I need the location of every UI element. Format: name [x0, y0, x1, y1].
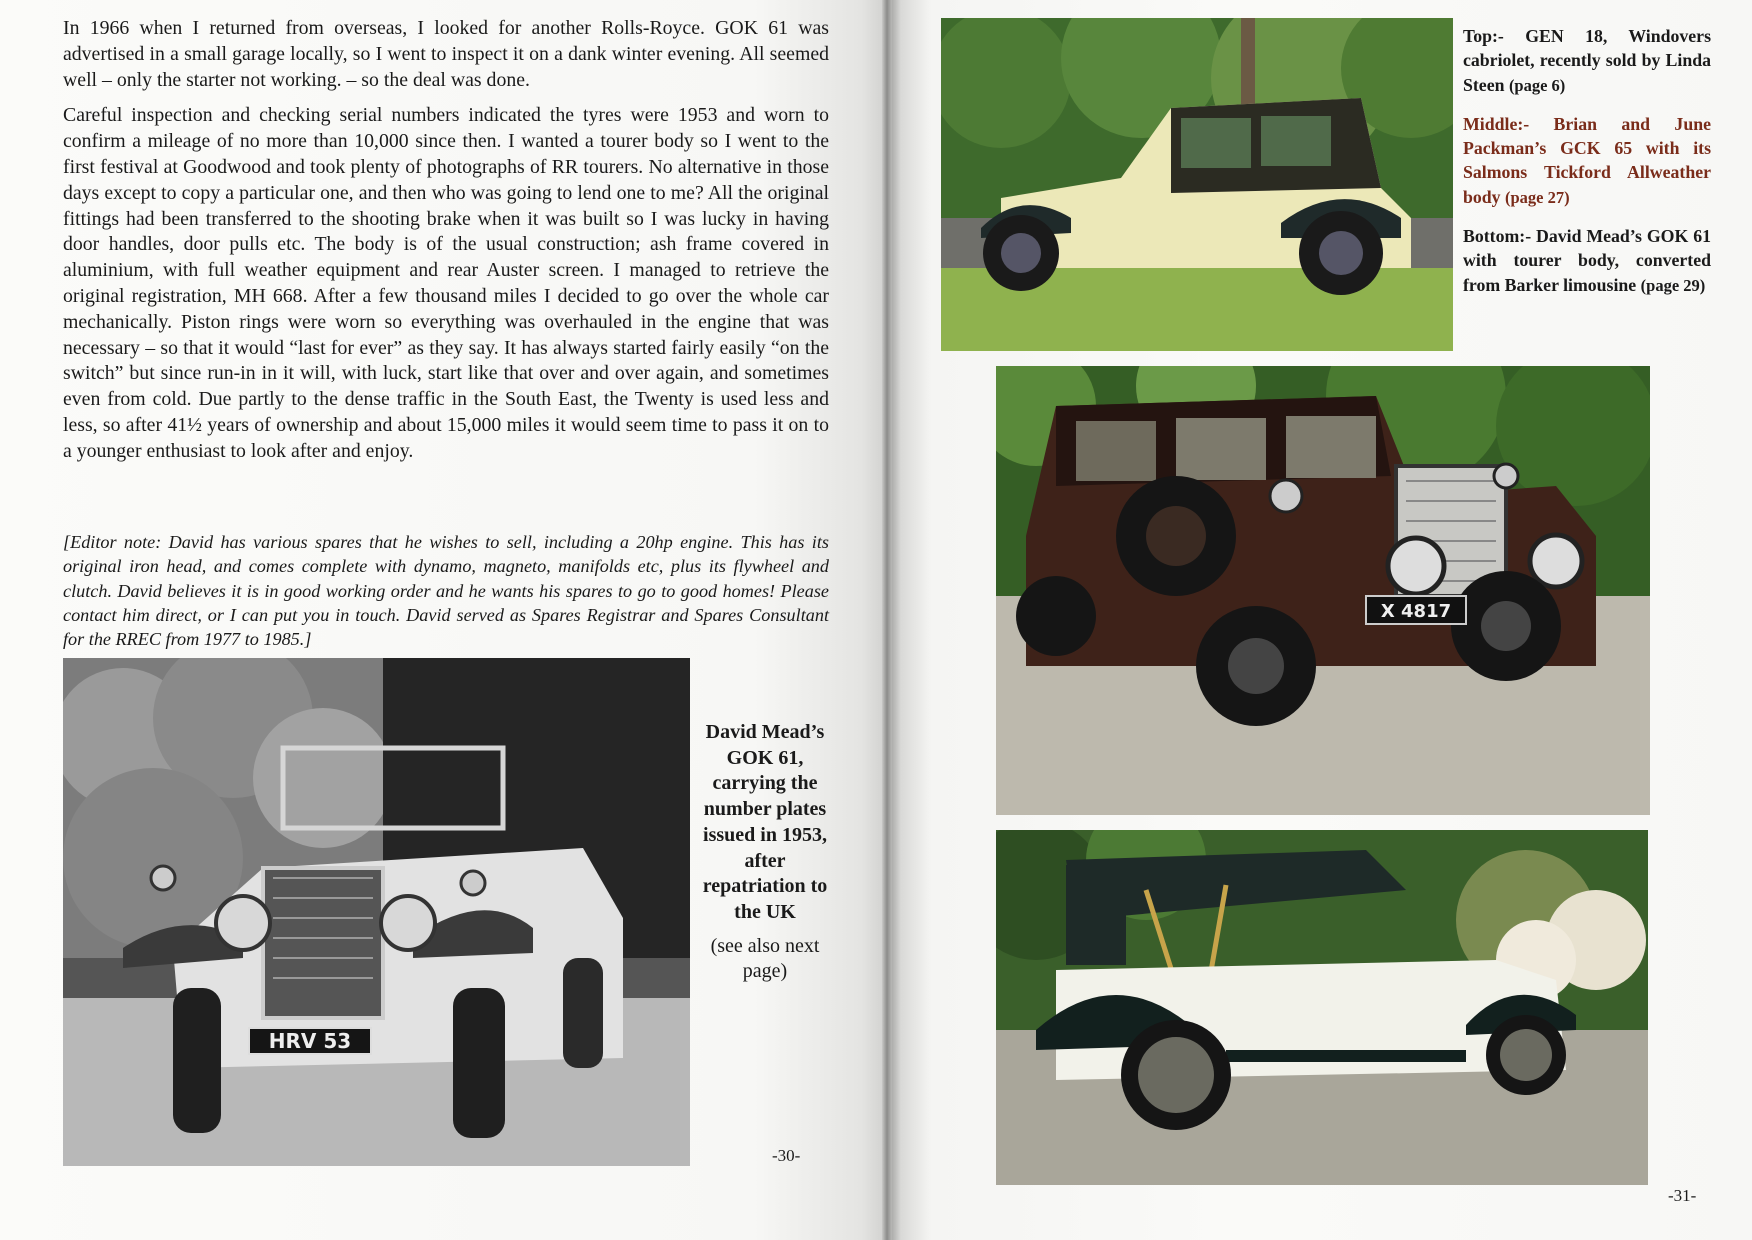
bw-car-illustration — [63, 658, 690, 1166]
page-number: -31- — [1668, 1186, 1697, 1205]
article-paragraph: In 1966 when I returned from overseas, I looked for another Rolls-Royce. GOK 61 was advertised in a small garage locally, so I went to inspect it on a dank winter evening. All seemed well – only the starter not working. – so the deal was done. — [63, 17, 829, 91]
photo-gck65-allweather — [996, 366, 1650, 815]
tourer-illustration — [996, 830, 1648, 1185]
photo-gen18-cabriolet — [941, 18, 1453, 351]
caption-note: (see also next page) — [710, 934, 820, 983]
caption-middle — [1463, 112, 1711, 210]
cabriolet-illustration — [941, 18, 1453, 351]
caption-bottom-ref: (page 29) — [1640, 275, 1706, 295]
photo-gok61-tourer — [996, 830, 1648, 1185]
right-captions — [1463, 24, 1711, 312]
page-number: -30- — [772, 1146, 801, 1165]
article-body — [63, 16, 829, 475]
caption-middle-text: Middle:- Brian and June Packman’s GCK 65 with its Salmons Tickford Allweather body — [1463, 113, 1711, 207]
editor-note: [Editor note: David has various spares that he wishes to sell, including a 20hp engine. This has its original iron head, and comes complete with dynamo, magneto, manifolds etc, plus its flywheel and clutch. David believes it is in good working order and he wants his spares to go to good homes! Please contact him direct, or I can put you in touch. David served as Spares Registrar and Spares Consultant for the RREC from 1977 to 1985.] — [63, 532, 829, 650]
caption-bottom — [1463, 224, 1711, 298]
article-paragraph: Careful inspection and checking serial numbers indicated the tyres were 1953 and worn to confirm a mileage of no more than 10,000 since then. I wanted a tourer body so I went to the first festival at Goodwood and took plenty of photographs of RR tourers. No alternative in those days except to copy a particular one, and then who was going to lend one to me? All the original fittings had been transferred to the shooting brake when it was built so I was lucky in having door handles, door pulls etc. The body is of the usual construction; ash frame covered in aluminium, with full weather equipment and rear Auster screen. I managed to retrieve the original registration, MH 668. After a few thousand miles I decided to go over the whole car mechanically. Piston rings were worn so everything was overhauled in the engine that was necessary – so that it would “last for ever” as they say. It has always started fairly easily “on the switch” but since run-in in it will, with luck, start like that over and over again, and sometimes even from cold. Due partly to the dense traffic in the South East, the Twenty is used less and less, so after 41½ years of ownership and about 15,000 miles it would seem time to pass it on to a younger enthusiast to look after and enjoy. — [63, 104, 829, 462]
caption-bottom-text: Bottom:- David Mead’s GOK 61 with tourer body, converted from Barker limousine — [1463, 226, 1711, 295]
caption-top-ref: (page 6) — [1508, 75, 1566, 95]
number-plate: X 4817 — [1380, 601, 1452, 622]
bw-photo-gok61-hrv53 — [63, 658, 690, 1166]
photo-caption — [700, 720, 830, 985]
saloon-illustration — [996, 366, 1650, 815]
caption-main: David Mead’s GOK 61, carrying the number plates issued in 1953, after repatriation to the UK — [702, 721, 828, 923]
page-gutter — [882, 0, 892, 1240]
caption-top-text: Top:- GEN 18, Windovers cabriolet, recently sold by Linda Steen — [1463, 26, 1711, 95]
caption-top — [1463, 24, 1711, 98]
caption-middle-ref: (page 27) — [1505, 187, 1570, 207]
number-plate: HRV 53 — [268, 1029, 352, 1053]
